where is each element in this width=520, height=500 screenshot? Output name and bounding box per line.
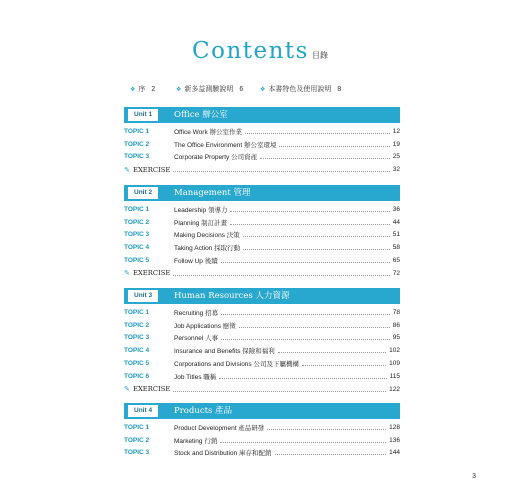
dot-leader <box>221 339 390 340</box>
dot-leader <box>267 429 386 430</box>
dot-leader <box>173 391 386 392</box>
topic-row[interactable]: TOPIC 2 Marketing 行銷 136 <box>124 436 400 445</box>
topic-row[interactable]: TOPIC 4 Insurance and Benefits 保險和福利 102 <box>124 347 400 356</box>
title-zh: 目錄 <box>311 51 328 60</box>
exercise-row[interactable]: ✎ EXERCISE 122 <box>124 385 400 394</box>
dot-leader <box>221 262 390 263</box>
topic-row[interactable]: TOPIC 1 Office Work 辦公室作業 12 <box>124 127 400 136</box>
exercise-row[interactable]: ✎ EXERCISE 72 <box>124 269 400 278</box>
dot-leader <box>220 442 386 443</box>
topic-row[interactable]: TOPIC 6 Job Titles 職稱 115 <box>124 372 400 381</box>
topic-row[interactable]: TOPIC 2 The Office Environment 辦公室環境 19 <box>124 140 400 149</box>
unit-title: Management 管理 <box>174 188 251 198</box>
page-number: 3 <box>472 473 476 480</box>
dot-leader <box>230 211 389 212</box>
front-item[interactable]: ❖ 本書特色及使用說明 8 <box>260 86 342 93</box>
dot-leader <box>275 454 387 455</box>
topic-row[interactable]: TOPIC 1 Recruiting 招募 78 <box>124 308 400 317</box>
exercise-row[interactable]: ✎ EXERCISE 32 <box>124 165 400 174</box>
topic-row[interactable]: TOPIC 5 Corporations and Divisions 公司及下屬機構 109 <box>124 360 400 369</box>
unit-title: Products 產品 <box>174 406 233 416</box>
topic-row[interactable]: TOPIC 3 Stock and Distribution 庫存和配銷 144 <box>124 449 400 458</box>
diamond-icon: ❖ <box>130 87 136 93</box>
unit-badge: Unit 3 <box>128 290 158 302</box>
unit-title: Office 辦公室 <box>174 110 228 120</box>
topic-row[interactable]: TOPIC 2 Planning 制訂計畫 44 <box>124 218 400 227</box>
front-item[interactable]: ❖ 新多益測驗說明 6 <box>176 86 244 93</box>
dot-leader <box>173 275 389 276</box>
dot-leader <box>278 352 386 353</box>
unit-title: Human Resources 人力資源 <box>174 291 290 301</box>
topic-row[interactable]: TOPIC 1 Product Development 產品研發 128 <box>124 423 400 432</box>
topic-row[interactable]: TOPIC 3 Personnel 人事 95 <box>124 334 400 343</box>
unit-badge: Unit 4 <box>128 405 158 417</box>
diamond-icon: ❖ <box>176 87 182 93</box>
dot-leader <box>173 171 389 172</box>
pencil-icon: ✎ <box>124 386 130 394</box>
dot-leader <box>279 146 389 147</box>
unit-section <box>124 185 400 280</box>
dot-leader <box>260 158 390 159</box>
title-en: Contents <box>192 38 309 64</box>
unit-section <box>124 288 400 396</box>
topic-row[interactable]: TOPIC 4 Taking Action 採取行動 58 <box>124 244 400 253</box>
dot-leader <box>221 314 390 315</box>
topic-row[interactable]: TOPIC 3 Corporate Property 公司資產 25 <box>124 153 400 162</box>
unit-header <box>124 288 400 304</box>
unit-header <box>124 403 400 419</box>
dot-leader <box>245 133 390 134</box>
front-item[interactable]: ❖ 序 2 <box>130 86 156 93</box>
topic-row[interactable]: TOPIC 5 Follow Up 後續 65 <box>124 257 400 266</box>
unit-badge: Unit 2 <box>128 187 158 199</box>
unit-section <box>124 403 400 459</box>
diamond-icon: ❖ <box>260 87 266 93</box>
dot-leader <box>243 249 390 250</box>
dot-leader <box>243 236 390 237</box>
page-title <box>0 38 520 64</box>
pencil-icon: ✎ <box>124 270 130 278</box>
topic-row[interactable]: TOPIC 3 Making Decisions 決策 51 <box>124 231 400 240</box>
unit-badge: Unit 1 <box>128 109 158 121</box>
dot-leader <box>219 378 386 379</box>
unit-header <box>124 185 400 201</box>
pencil-icon: ✎ <box>124 166 130 174</box>
dot-leader <box>302 365 386 366</box>
dot-leader <box>239 327 390 328</box>
topic-row[interactable]: TOPIC 1 Leadership 領導力 36 <box>124 205 400 214</box>
unit-section <box>124 107 400 176</box>
dot-leader <box>230 224 390 225</box>
topic-row[interactable]: TOPIC 2 Job Applications 應徵 86 <box>124 321 400 330</box>
unit-header <box>124 107 400 123</box>
